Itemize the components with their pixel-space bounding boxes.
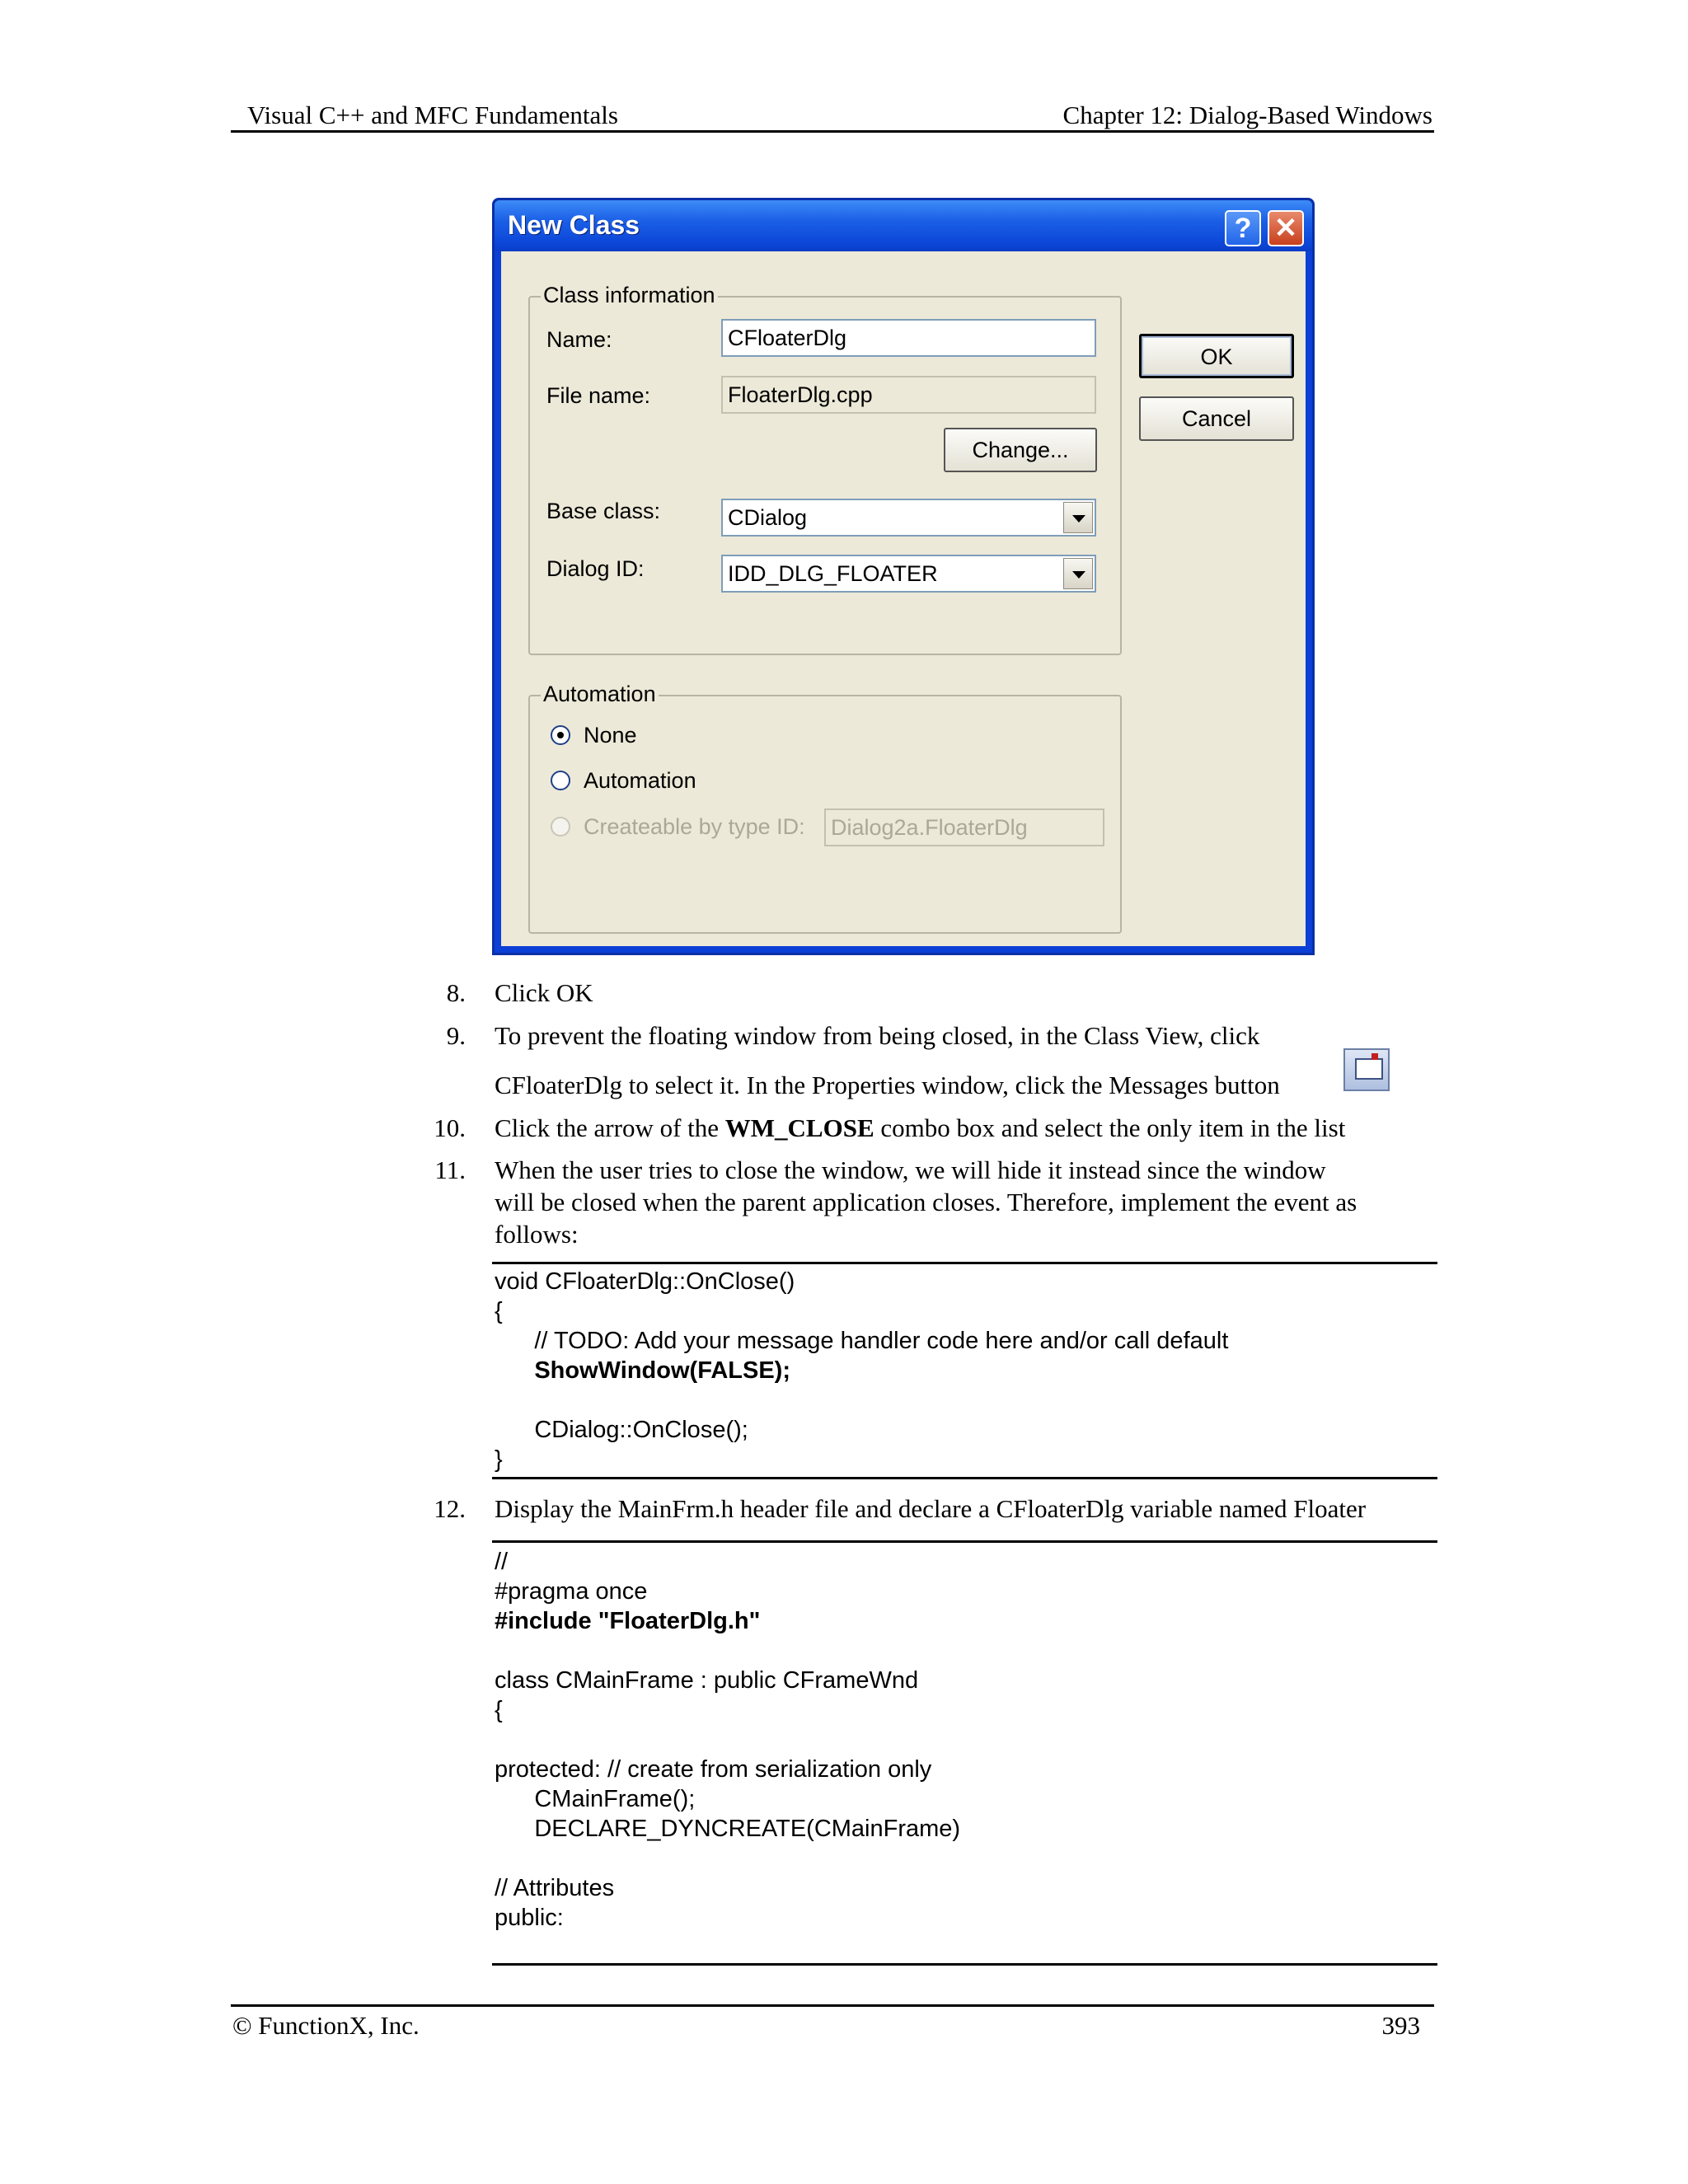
dialog-id-combo[interactable] — [721, 555, 1096, 593]
page-number: 393 — [1381, 2011, 1420, 2040]
step-9-number: 9. — [446, 1021, 466, 1050]
step-11-line3: follows: — [495, 1220, 579, 1249]
base-class-combo[interactable] — [721, 499, 1096, 537]
code1-line: } — [495, 1446, 503, 1473]
code2-line: class CMainFrame : public CFrameWnd — [495, 1667, 919, 1694]
radio-none[interactable] — [551, 725, 570, 745]
messages-button-icon — [1343, 1048, 1390, 1091]
radio-createable — [551, 817, 570, 837]
step-10-number: 10. — [434, 1113, 466, 1142]
code2-line: // Attributes — [495, 1875, 615, 1901]
messages-icon-mark — [1372, 1053, 1378, 1060]
code2-line: CMainFrame(); — [495, 1786, 696, 1812]
file-name-label: File name: — [546, 383, 651, 408]
code2-line: DECLARE_DYNCREATE(CMainFrame) — [495, 1816, 961, 1842]
radio-none-label: None — [584, 723, 637, 748]
code2-line: { — [495, 1697, 503, 1723]
code1-bottom-rule — [492, 1477, 1437, 1479]
radio-automation[interactable] — [551, 771, 570, 790]
dialog-title: New Class — [508, 210, 640, 240]
code2-line: protected: // create from serialization only — [495, 1756, 932, 1783]
step-10-pre: Click the arrow of the — [495, 1113, 725, 1142]
step-10-post: combo box and select the only item in the list — [874, 1113, 1346, 1142]
step-9-line2: CFloaterDlg to select it. In the Properties window, click the Messages button — [495, 1071, 1280, 1099]
step-11-number: 11. — [434, 1155, 466, 1184]
step-11-line2: will be closed when the parent application closes. Therefore, implement the event as — [495, 1188, 1357, 1216]
type-id-field: Dialog2a.FloaterDlg — [824, 808, 1104, 846]
step-8-number: 8. — [446, 978, 466, 1007]
step-12-number: 12. — [434, 1494, 466, 1523]
base-class-label: Base class: — [546, 499, 661, 523]
page-header-right: Chapter 12: Dialog-Based Windows — [1062, 101, 1432, 129]
class-info-group-label: Class information — [541, 283, 718, 308]
code1-line: CDialog::OnClose(); — [495, 1417, 748, 1443]
dialog-id-label: Dialog ID: — [546, 556, 645, 581]
base-class-value: CDialog — [728, 505, 808, 530]
step-10-bold: WM_CLOSE — [724, 1113, 874, 1142]
radio-automation-label: Automation — [584, 768, 696, 793]
name-label: Name: — [546, 327, 612, 352]
name-input[interactable]: CFloaterDlg — [721, 319, 1096, 357]
code1-top-rule — [492, 1262, 1437, 1264]
code2-line-bold: #include "FloaterDlg.h" — [495, 1608, 761, 1634]
dialog-body — [501, 251, 1306, 946]
code2-line: public: — [495, 1905, 564, 1931]
new-class-dialog — [492, 198, 1315, 955]
change-button[interactable]: Change... — [944, 428, 1097, 472]
step-11-line1: When the user tries to close the window, we will hide it instead since the window — [495, 1155, 1326, 1184]
step-10-text — [495, 1113, 1345, 1144]
chevron-down-icon[interactable] — [1063, 558, 1093, 589]
radio-createable-label: Createable by type ID: — [584, 814, 805, 839]
chevron-down-icon[interactable] — [1063, 502, 1093, 533]
file-name-field: FloaterDlg.cpp — [721, 376, 1096, 414]
code2-line: // — [495, 1549, 509, 1575]
code1-line: void CFloaterDlg::OnClose() — [495, 1268, 795, 1295]
code2-line: #pragma once — [495, 1578, 648, 1605]
dialog-id-value: IDD_DLG_FLOATER — [728, 561, 938, 586]
ok-button[interactable]: OK — [1139, 334, 1294, 378]
code2-bottom-rule — [492, 1963, 1437, 1966]
step-9-line1: To prevent the floating window from being closed, in the Class View, click — [495, 1021, 1260, 1050]
page-footer-left: © FunctionX, Inc. — [232, 2011, 420, 2040]
footer-rule — [231, 2004, 1434, 2007]
step-12-text: Display the MainFrm.h header file and declare a CFloaterDlg variable named Floater — [495, 1494, 1367, 1523]
code2-top-rule — [492, 1540, 1437, 1543]
step-8-text: Click OK — [495, 978, 593, 1007]
dialog-title-bar[interactable] — [495, 200, 1312, 251]
code1-line-bold: ShowWindow(FALSE); — [495, 1357, 790, 1384]
code1-line: { — [495, 1298, 503, 1324]
page-header-left: Visual C++ and MFC Fundamentals — [247, 101, 618, 129]
code1-line: // TODO: Add your message handler code here and/or call default — [495, 1328, 1229, 1354]
automation-group-label: Automation — [541, 682, 659, 707]
help-icon[interactable]: ? — [1225, 210, 1261, 246]
cancel-button[interactable]: Cancel — [1139, 396, 1294, 441]
messages-icon-window — [1355, 1058, 1383, 1080]
header-rule — [231, 130, 1434, 133]
close-icon[interactable]: ✕ — [1268, 210, 1304, 246]
